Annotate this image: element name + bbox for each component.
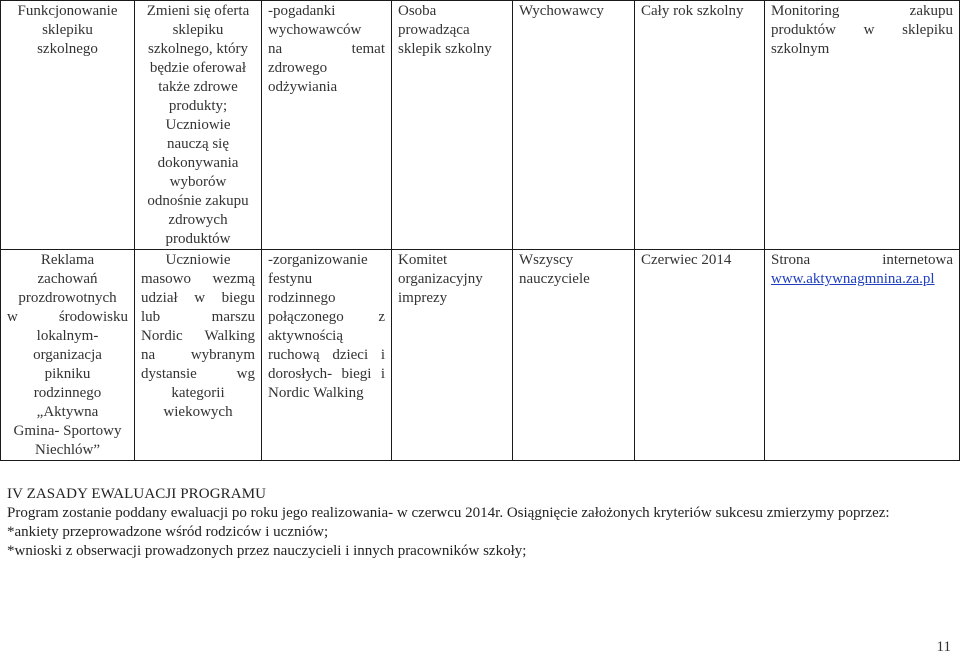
cell-text: Uczniowie — [165, 117, 231, 133]
cell-text: zachowań — [37, 271, 98, 287]
cell-text: nauczą się — [166, 136, 230, 152]
cell-text-justified — [268, 346, 385, 365]
cell-text: produktów — [165, 231, 231, 247]
cell-text-justified — [268, 40, 385, 59]
cell-text-justified — [141, 327, 255, 346]
cell-word: wybranym — [190, 347, 255, 363]
cell-word: Strona — [771, 252, 811, 268]
cell-word: sklepiku — [902, 22, 953, 38]
cell-text: Cały rok szkolny — [641, 3, 744, 19]
table-cell — [765, 1, 960, 250]
cell-text: odżywiania — [268, 79, 338, 95]
cell-word: z — [378, 309, 385, 325]
section-heading: IV ZASADY EWALUACJI PROGRAMU — [7, 486, 267, 502]
cell-text: wyborów — [169, 174, 227, 190]
website-link[interactable]: www.aktywnagmnina.za.pl — [771, 271, 935, 287]
cell-word: zakupu — [909, 3, 953, 19]
cell-text: pikniku — [44, 366, 91, 382]
cell-text: Niechlów” — [35, 442, 100, 458]
table-cell — [392, 250, 513, 461]
cell-text-justified — [771, 2, 953, 21]
cell-word: biegi — [341, 366, 372, 382]
cell-text: Czerwiec 2014 — [641, 252, 732, 268]
cell-word: i — [380, 366, 385, 382]
cell-word: produktów — [771, 22, 836, 38]
cell-text: imprezy — [398, 290, 448, 306]
cell-text: Reklama — [40, 252, 95, 268]
cell-word: ruchową — [268, 347, 320, 363]
cell-word: Nordic — [141, 328, 183, 344]
cell-word: połączonego — [268, 309, 344, 325]
cell-text: zdrowego — [268, 60, 328, 76]
bullet-item: *wnioski z obserwacji prowadzonych przez nauczycieli i innych pracowników szkoły; — [7, 543, 527, 559]
cell-text: Osoba — [398, 3, 437, 19]
cell-text: będzie oferował — [149, 60, 247, 76]
cell-text-justified — [141, 289, 255, 308]
cell-text: kategorii — [171, 385, 225, 401]
table-row — [1, 250, 960, 461]
cell-text: -pogadanki — [268, 3, 336, 19]
cell-text: prozdrowotnych — [18, 290, 117, 306]
cell-word: wezmą — [212, 271, 255, 287]
cell-word: środowisku — [58, 309, 128, 325]
cell-word: dystansie — [141, 366, 197, 382]
evaluation-section — [7, 485, 953, 561]
cell-text: aktywnością — [268, 328, 343, 344]
cell-word: lub — [141, 309, 161, 325]
cell-text: szkolnego, który — [148, 41, 248, 57]
cell-text: wiekowych — [163, 404, 233, 420]
cell-text: Funkcjonowanie — [17, 3, 118, 19]
cell-text: organizacyjny — [398, 271, 483, 287]
cell-text: wychowawców — [268, 22, 362, 38]
cell-text: rodzinnego — [33, 385, 102, 401]
cell-text-justified — [141, 365, 255, 384]
section-paragraph: Program zostanie poddany ewaluacji po roku jego realizowania- w czerwcu 2014r. Osiągnięcie założonych kryteriów sukcesu zmierzymy poprzez: — [7, 505, 890, 521]
cell-text: prowadząca — [398, 22, 470, 38]
cell-text: Uczniowie — [165, 252, 231, 268]
table-cell — [1, 1, 135, 250]
cell-word: internetowa — [882, 252, 953, 268]
cell-text: „Aktywna — [36, 404, 99, 420]
cell-text-justified — [268, 365, 385, 384]
cell-word: marszu — [211, 309, 255, 325]
cell-word: Monitoring — [771, 3, 840, 19]
table-cell — [262, 250, 392, 461]
cell-text-justified — [268, 308, 385, 327]
cell-text-justified — [7, 308, 128, 327]
cell-text: szkolnego — [37, 41, 98, 57]
cell-text: Gmina- Sportowy — [13, 423, 122, 439]
cell-word: w — [7, 309, 18, 325]
cell-word: wg — [236, 366, 255, 382]
cell-text: także zdrowe — [158, 79, 238, 95]
cell-text: odnośnie zakupu — [147, 193, 249, 209]
cell-word: i — [380, 347, 385, 363]
cell-text-justified — [141, 270, 255, 289]
cell-word: dzieci — [332, 347, 369, 363]
table-cell — [765, 250, 960, 461]
table-row — [1, 1, 960, 250]
cell-word: w — [194, 290, 206, 306]
cell-text: Komitet — [398, 252, 448, 268]
table-cell — [135, 1, 262, 250]
cell-text: Wychowawcy — [519, 3, 604, 19]
cell-text: Zmieni się oferta — [146, 3, 250, 19]
table-cell — [635, 1, 765, 250]
cell-text: Wszyscy — [519, 252, 574, 268]
cell-text: rodzinnego — [268, 290, 336, 306]
bullet-item: *ankiety przeprowadzone wśród rodziców i uczniów; — [7, 524, 329, 540]
cell-text-justified — [771, 251, 953, 270]
table-cell — [262, 1, 392, 250]
cell-text: szkolnym — [771, 41, 830, 57]
cell-text: sklepik szkolny — [398, 41, 492, 57]
cell-text: produkty; — [168, 98, 228, 114]
cell-word: masowo — [141, 271, 191, 287]
cell-text-justified — [141, 308, 255, 327]
table-cell — [513, 1, 635, 250]
cell-word: w — [863, 22, 875, 38]
table-cell — [1, 250, 135, 461]
table-cell — [513, 250, 635, 461]
cell-text-justified — [771, 21, 953, 40]
table-cell — [135, 250, 262, 461]
page-number: 11 — [936, 639, 951, 655]
cell-word: na — [268, 41, 283, 57]
cell-word: na — [141, 347, 156, 363]
cell-text: Nordic Walking — [268, 385, 364, 401]
cell-word: Walking — [204, 328, 255, 344]
cell-text: organizacja — [33, 347, 102, 363]
table-cell — [635, 250, 765, 461]
cell-text: -zorganizowanie — [268, 252, 368, 268]
cell-text: lokalnym- — [36, 328, 99, 344]
cell-text: zdrowych — [168, 212, 228, 228]
cell-text: festynu — [268, 271, 313, 287]
cell-text: dokonywania — [157, 155, 239, 171]
cell-word: udział — [141, 290, 178, 306]
cell-text: nauczyciele — [519, 271, 590, 287]
cell-word: dorosłych- — [268, 366, 333, 382]
cell-text: sklepiku — [42, 22, 93, 38]
cell-text: sklepiku — [172, 22, 224, 38]
cell-text-justified — [141, 346, 255, 365]
table-cell — [392, 1, 513, 250]
cell-word: temat — [351, 41, 385, 57]
cell-word: biegu — [221, 290, 255, 306]
